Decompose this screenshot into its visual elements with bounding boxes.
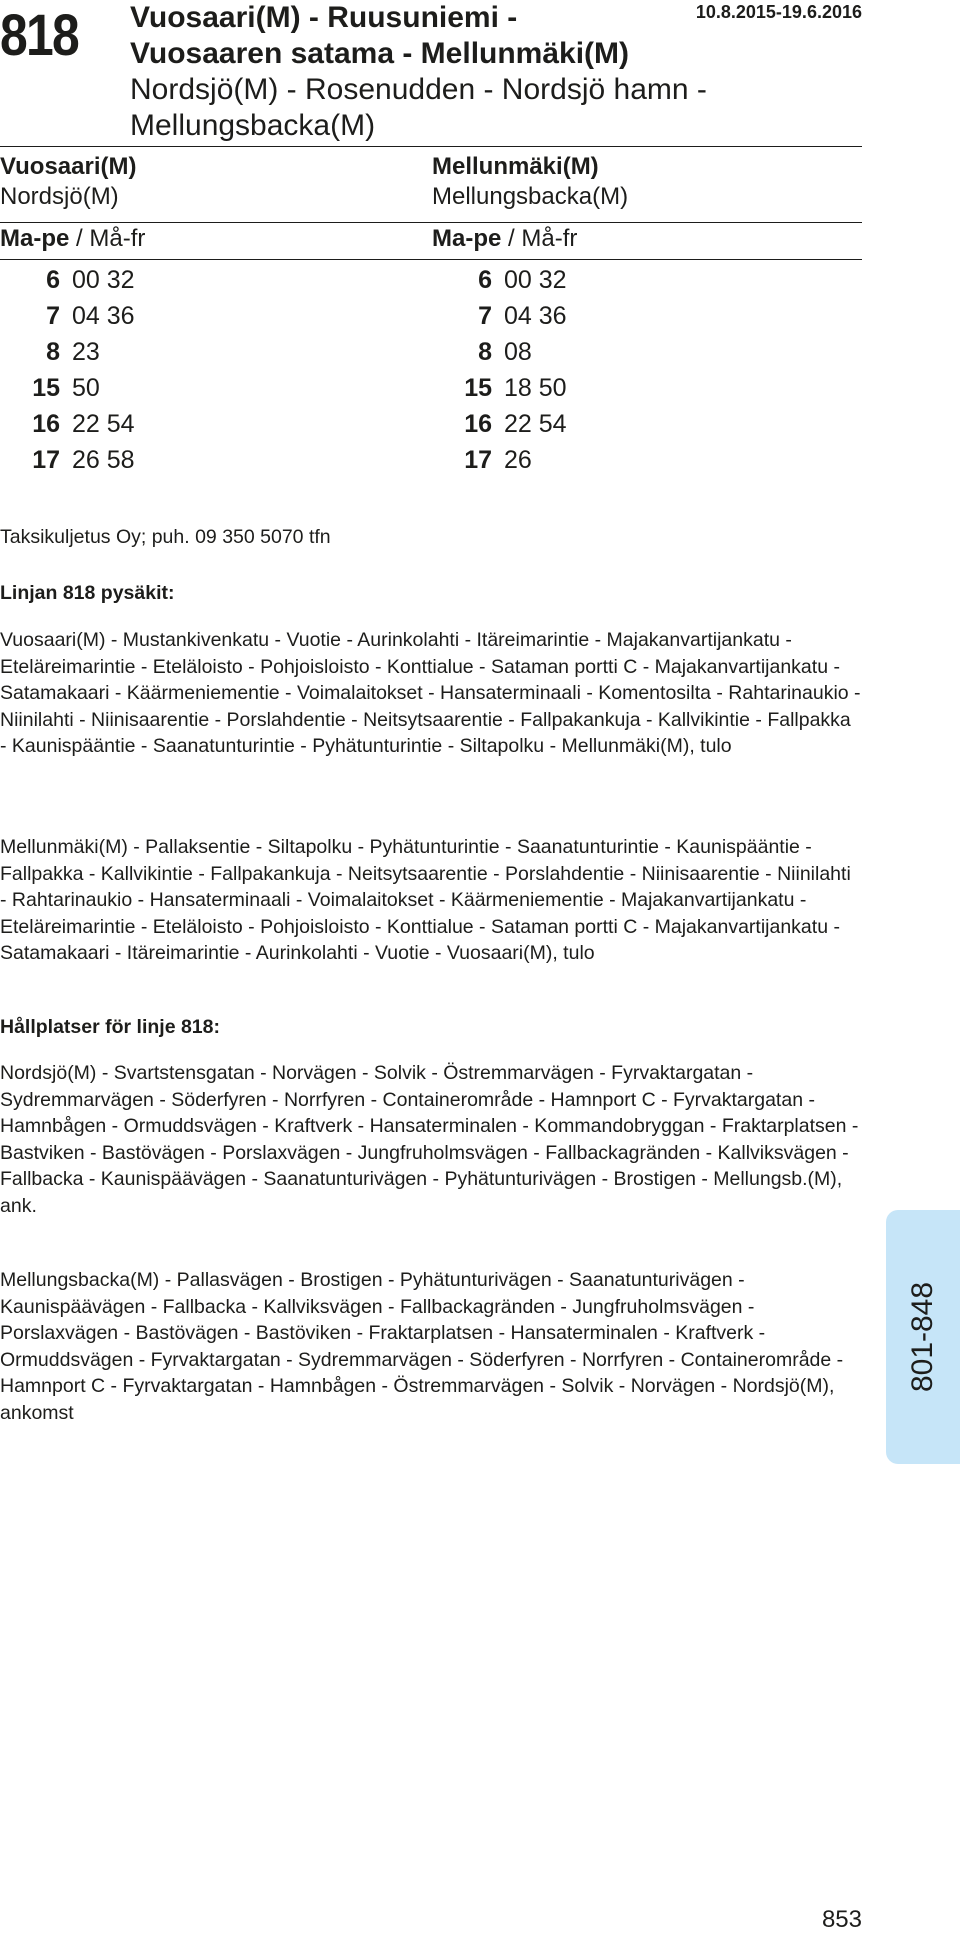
stops-heading-sv: Hållplatser för linje 818: (0, 1016, 220, 1038)
minutes: 04 36 (72, 302, 135, 330)
minutes: 26 58 (72, 446, 135, 474)
minutes: 00 32 (504, 266, 567, 294)
time-row (24, 298, 135, 334)
time-row (456, 370, 567, 406)
daytype-2 (432, 225, 577, 253)
section-tab (886, 1210, 960, 1464)
time-row (24, 334, 135, 370)
time-row (456, 298, 567, 334)
timetable-column-1 (24, 262, 135, 478)
origin-stop-sv: Nordsjö(M) (0, 183, 119, 210)
time-row (456, 406, 567, 442)
stops-heading-fi: Linjan 818 pysäkit: (0, 582, 175, 604)
hour: 7 (46, 302, 60, 330)
route-title-line: Vuosaaren satama - Mellunmäki(M) (130, 37, 630, 70)
divider (0, 259, 862, 260)
minutes: 23 (72, 338, 100, 366)
stops-list-fi-outbound: Vuosaari(M) - Mustankivenkatu - Vuotie - Aurinkolahti - Itäreimarintie - Majakanvartijankatu - Eteläreimarintie - Eteläloisto - Pohjoisloisto - Konttialue - Sataman portti C - Majakanvartijankatu - Satamakaari - Käärmeniementie - Voimalaitokset - Hansaterminaali - Komentosilta - Rahtarinaukio - Niinilahti - Niinisaarentie - Porslahdentie - Neitsytsaarentie - Fallpakankuja - Kallvikintie - Fallpakka - Kaunispääntie - Saanatunturintie - Pyhätunturintie - Siltapolku - Mellunmäki(M), tulo (0, 629, 861, 757)
page-number: 853 (821, 1906, 862, 1933)
time-row (456, 442, 567, 478)
daytype-sv: Må-fr (89, 225, 146, 252)
minutes: 26 (504, 446, 532, 474)
hour: 6 (46, 266, 60, 294)
origin-stop-sv: Mellungsbacka(M) (432, 183, 629, 210)
daytype-fi: Ma-pe (0, 225, 70, 252)
route-title-line: Vuosaari(M) - Ruusuniemi - (130, 1, 518, 34)
hour: 17 (32, 446, 60, 474)
route-title-line: Mellungsbacka(M) (130, 109, 376, 142)
minutes: 04 36 (504, 302, 567, 330)
daytype-separator: / (501, 225, 522, 252)
route-title-line: Nordsjö(M) - Rosenudden - Nordsjö hamn - (130, 73, 707, 106)
minutes: 18 50 (504, 374, 567, 402)
validity-period: 10.8.2015-19.6.2016 (695, 2, 862, 22)
time-row (24, 262, 135, 298)
daytype-fi: Ma-pe (432, 225, 502, 252)
timetable-column-2 (456, 262, 567, 478)
hour: 8 (46, 338, 60, 366)
divider (0, 222, 862, 223)
minutes: 08 (504, 338, 532, 366)
hour: 8 (478, 338, 492, 366)
origin-stop-fi: Mellunmäki(M) (432, 153, 599, 180)
minutes: 22 54 (504, 410, 567, 438)
daytype-sv: Må-fr (521, 225, 578, 252)
time-row (24, 370, 135, 406)
hour: 15 (32, 374, 60, 402)
minutes: 00 32 (72, 266, 135, 294)
time-row (24, 442, 135, 478)
daytype-separator: / (69, 225, 90, 252)
divider (0, 146, 862, 147)
hour: 7 (478, 302, 492, 330)
hour: 17 (464, 446, 492, 474)
minutes: 50 (72, 374, 100, 402)
direction-header-1 (0, 152, 136, 212)
hour: 6 (478, 266, 492, 294)
origin-stop-fi: Vuosaari(M) (0, 153, 137, 180)
direction-header-2 (432, 152, 628, 212)
hour: 15 (464, 374, 492, 402)
hour: 16 (32, 410, 60, 438)
time-row (456, 334, 567, 370)
stops-list-fi-inbound: Mellunmäki(M) - Pallaksentie - Siltapolku - Pyhätunturintie - Saanatunturintie - Kaunispääntie - Fallpakka - Kallvikintie - Fallpakankuja - Neitsytsaarentie - Porslahdentie - Niinisaarentie - Niinilahti - Rahtarinaukio - Hansaterminaali - Voimalaitokset - Käärmeniementie - Majakanvartijankatu - Eteläreimarintie - Eteläloisto - Pohjoisloisto - Konttialue - Sataman portti C - Majakanvartijankatu - Satamakaari - Itäreimarintie - Aurinkolahti - Vuotie - Vuosaari(M), tulo (0, 836, 851, 964)
section-tab-label: 801-848 (906, 1281, 939, 1393)
route-number: 818 (0, 3, 79, 68)
time-row (456, 262, 567, 298)
time-row (24, 406, 135, 442)
stops-list-sv-inbound: Mellungsbacka(M) - Pallasvägen - Brostigen - Pyhätunturivägen - Saanatunturivägen - Kaunispäävägen - Fallbacka - Kallviksvägen - Fallbackagränden - Jungfruholmsvägen - Porslaxvägen - Bastövägen - Bastöviken - Fraktarplatsen - Hansaterminalen - Kraftverk - Ormuddsvägen - Fyrvaktargatan - Sydremmarvägen - Söderfyren - Norrfyren - Containerområde - Hamnport C - Fyrvaktargatan - Hamnbågen - Östremmarvägen - Solvik - Norvägen - Nordsjö(M), ankomst (0, 1269, 844, 1424)
operator-info: Taksikuljetus Oy; puh. 09 350 5070 tfn (0, 526, 331, 548)
minutes: 22 54 (72, 410, 135, 438)
daytype-1 (0, 225, 145, 253)
hour: 16 (464, 410, 492, 438)
stops-list-sv-outbound: Nordsjö(M) - Svartstensgatan - Norvägen - Solvik - Östremmarvägen - Fyrvaktargatan - Sydremmarvägen - Söderfyren - Norrfyren - Containerområde - Hamnport C - Fyrvaktargatan - Hamnbågen - Ormuddsvägen - Kraftverk - Hansaterminalen - Kommandobryggan - Fraktarplatsen - Bastviken - Bastövägen - Porslaxvägen - Jungfruholmsvägen - Fallbackagränden - Kallviksvägen - Fallbacka - Kaunispäävägen - Saanatunturivägen - Pyhätunturivägen - Brostigen - Mellungsb.(M), ank. (0, 1062, 859, 1217)
